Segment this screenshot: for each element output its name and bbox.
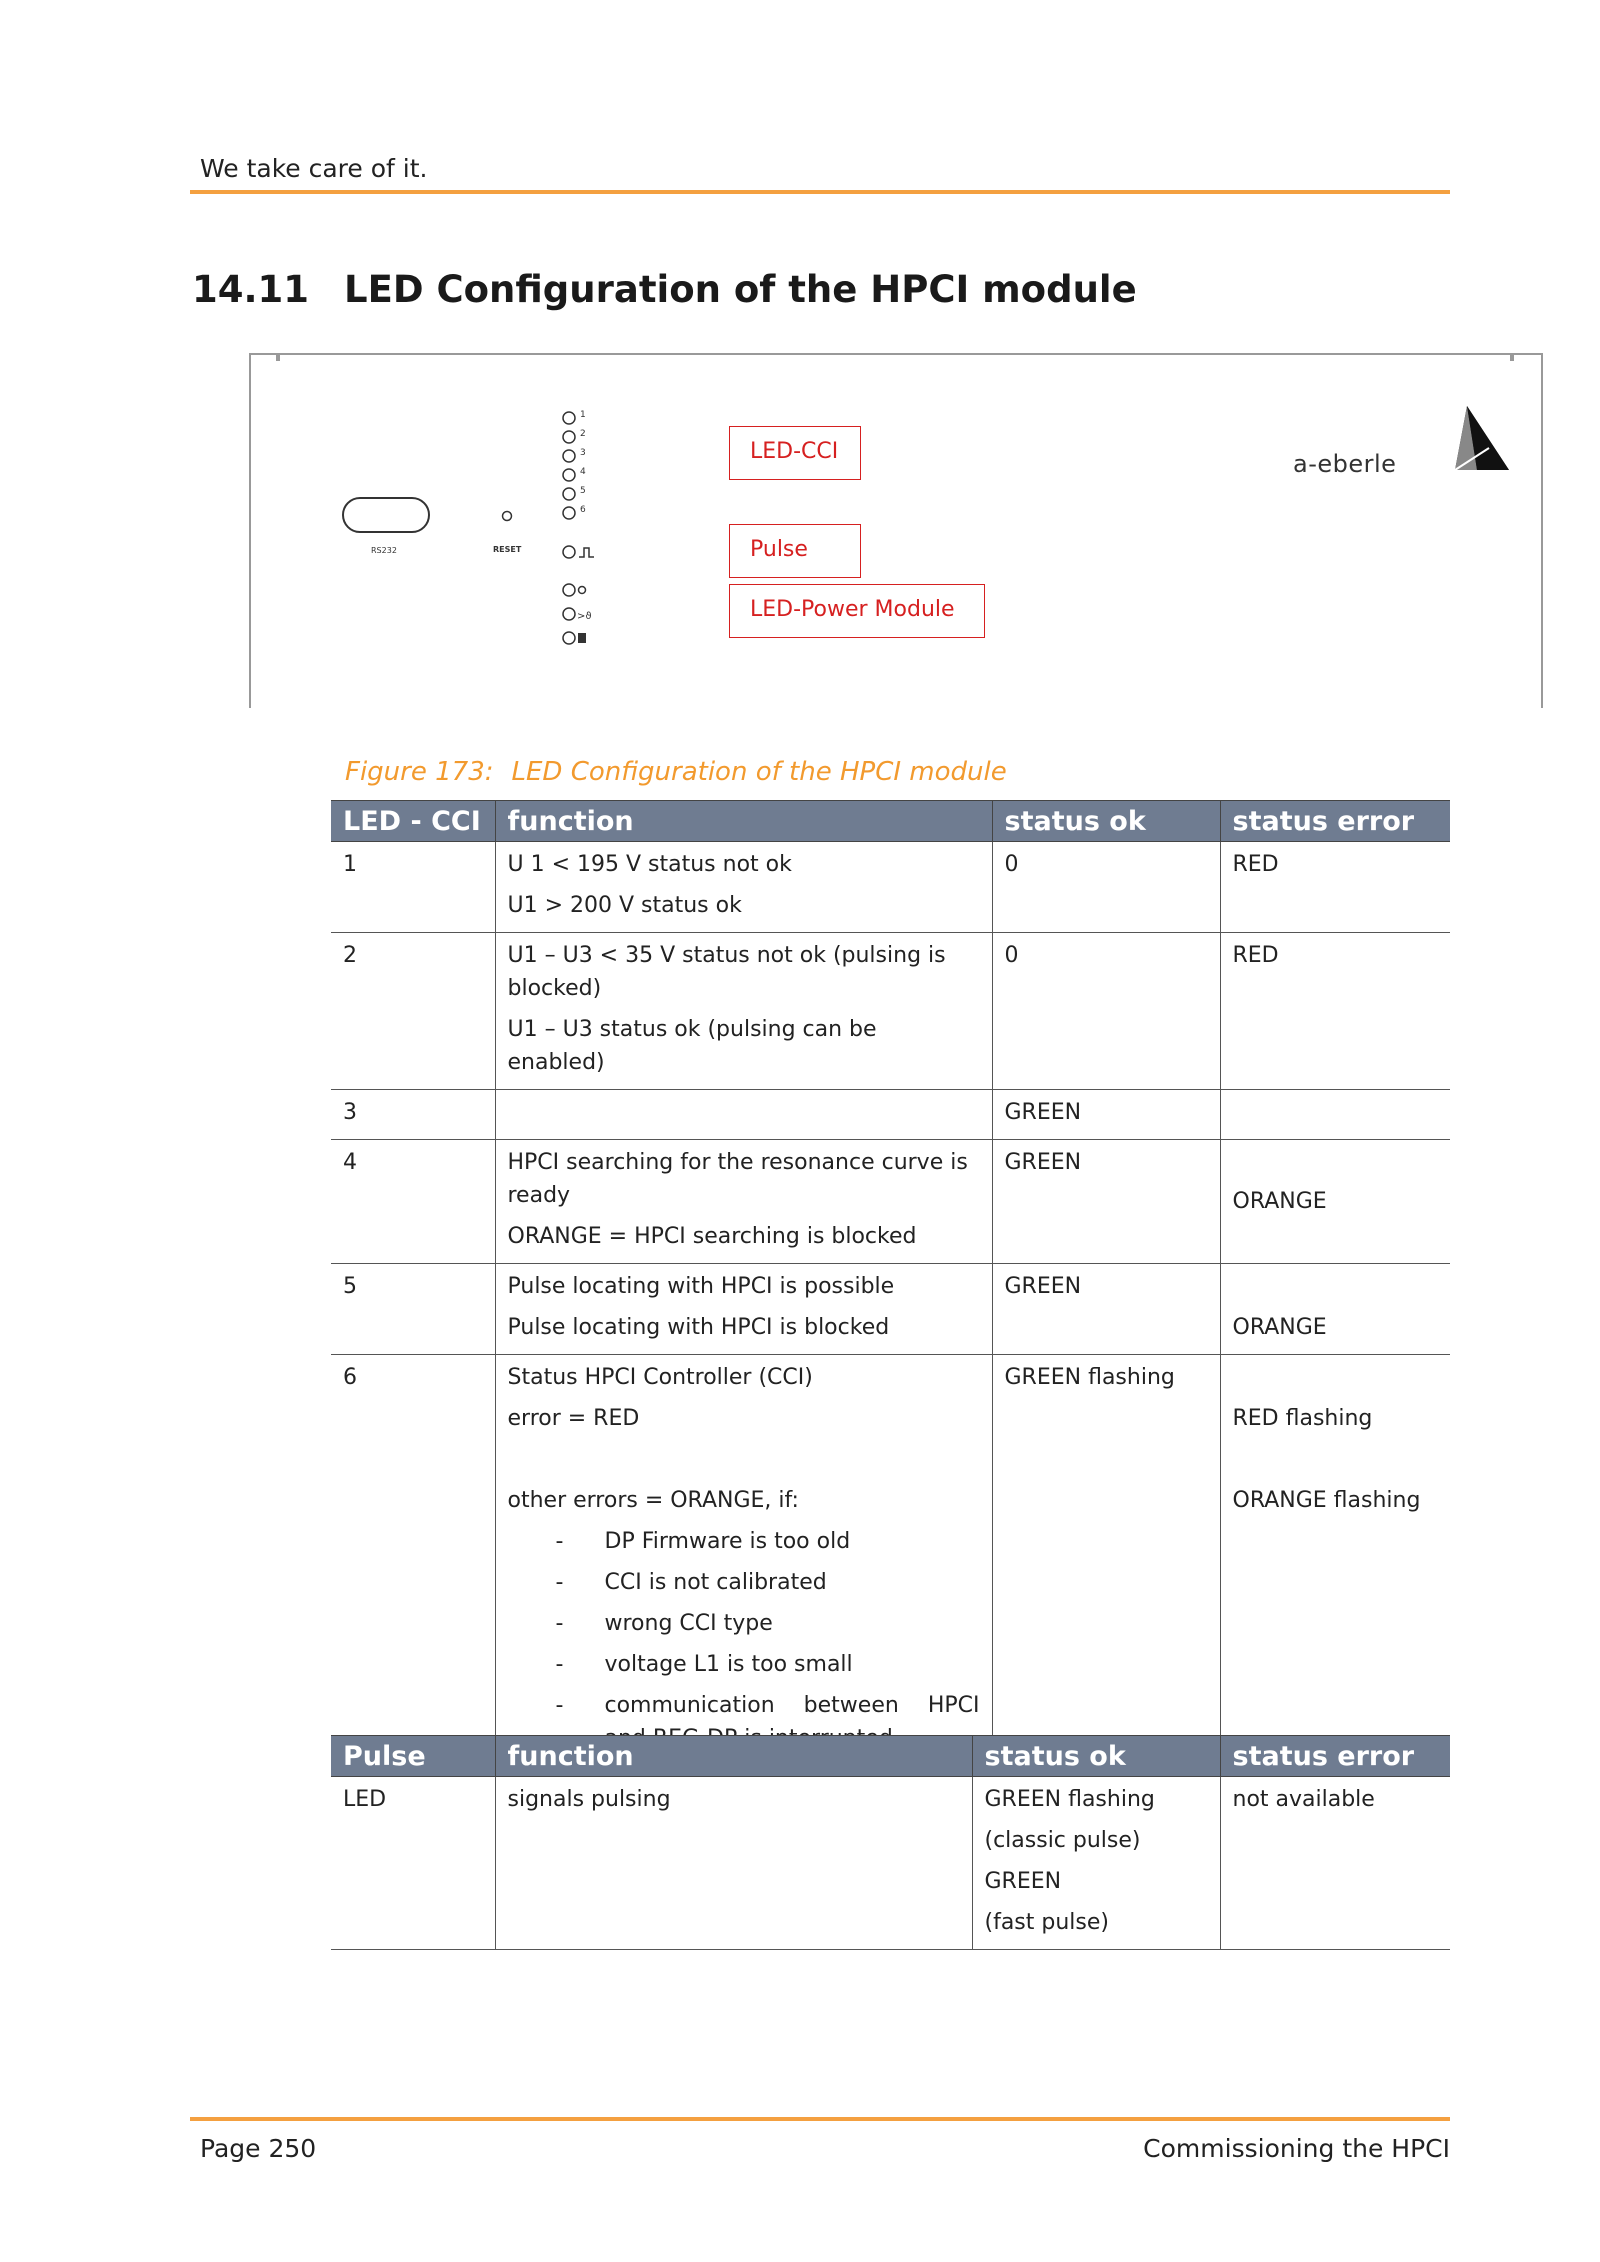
function-cell [495,1090,992,1140]
status-ok-line: (classic pulse) [984,1828,1141,1853]
bullet-item [508,1648,980,1681]
header-rule [190,190,1450,194]
figure-caption [345,757,1007,787]
function-line: ORANGE = HPCI searching is blocked [507,1224,917,1249]
function-cell [495,1264,992,1355]
bullet-text: DP Firmware is too old [604,1529,851,1554]
led-number: 2 [331,933,495,1090]
bullet-dash: - [555,1693,564,1718]
table-row [331,842,1450,933]
led-number-label: 3 [580,448,586,458]
led-4-icon [563,469,575,481]
figure-caption-number: Figure 173: [345,757,494,787]
col-header-led-cci: LED - CCI [331,801,495,842]
brand-logo-text: a-eberle [1293,450,1397,478]
table-row [331,1090,1450,1140]
function-line: Status HPCI Controller (CCI) [507,1365,813,1390]
function-line: U1 > 200 V status ok [507,893,742,918]
rs232-connector-icon [343,498,429,532]
section-title-text: LED Configuration of the HPCI module [344,268,1137,311]
status-error-cell: not available [1220,1777,1450,1950]
status-ok-cell: 0 [992,842,1220,933]
led-2-icon [563,431,575,443]
figure-caption-text: LED Configuration of the HPCI module [511,757,1007,787]
status-ok-cell [972,1777,1220,1950]
section-number: 14.11 [192,268,310,311]
status-ok-cell: GREEN [992,1090,1220,1140]
function-cell: signals pulsing [495,1777,972,1950]
status-error-cell: RED [1220,842,1450,933]
led-number: 3 [331,1090,495,1140]
temperature-symbol-icon: >ϑ [577,611,592,622]
pulse-table [331,1735,1450,1950]
col-header-status-error: status error [1220,801,1450,842]
status-error-cell [1220,1355,1450,1766]
function-cell [495,842,992,933]
callout-led-power-module: LED-Power Module [729,584,985,638]
status-ok-cell: GREEN [992,1264,1220,1355]
status-ok-cell: GREEN flashing [992,1355,1220,1766]
led-number: 6 [331,1355,495,1766]
led-number: 4 [331,1140,495,1264]
bullet-dash: - [555,1611,564,1636]
bullet-item [508,1607,980,1640]
led-cci-table-header [331,801,1450,842]
pulse-led-icon [563,546,575,558]
led-3-icon [563,450,575,462]
bullet-dash: - [555,1652,564,1677]
function-line: U1 – U3 < 35 V status not ok (pulsing is blocked) [507,943,946,1001]
led-number: 5 [331,1264,495,1355]
page-number: Page 250 [200,2134,317,2163]
section-title [192,268,1137,311]
bullet-item [508,1566,980,1599]
bullet-text: voltage L1 is too small [604,1652,853,1677]
bullet-text: communication between HPCI [604,1693,980,1718]
power-led-1-icon [563,584,575,596]
callout-led-cci: LED-CCI [729,426,861,480]
function-cell [495,933,992,1090]
chapter-title: Commissioning the HPCI [1143,2134,1450,2163]
status-error-cell: ORANGE [1220,1140,1450,1264]
callout-pulse: Pulse [729,524,861,578]
table-row [331,1355,1450,1766]
status-error-line: ORANGE flashing [1232,1488,1421,1513]
bullet-text: wrong CCI type [604,1611,773,1636]
fault-symbol-icon [578,633,586,643]
function-line: U 1 < 195 V status not ok [507,852,792,877]
led-number-label: 2 [580,429,586,439]
bullet-item [508,1525,980,1558]
led-number-label: 1 [580,410,586,420]
table-row [331,1777,1450,1950]
rs232-label: RS232 [371,546,397,555]
col-header-function: function [495,1736,972,1777]
status-ok-line: GREEN flashing [984,1787,1155,1812]
led-5-icon [563,488,575,500]
reset-button-icon [503,512,512,521]
led-number-label: 6 [580,505,586,515]
function-line: Pulse locating with HPCI is possible [507,1274,895,1299]
led-number: 1 [331,842,495,933]
col-header-status-ok: status ok [992,801,1220,842]
bullet-text: CCI is not calibrated [604,1570,827,1595]
power-led-2-icon [563,608,575,620]
header-tagline: We take care of it. [200,154,428,183]
status-ok-cell: GREEN [992,1140,1220,1264]
function-line: U1 – U3 status ok (pulsing can be enabled) [507,1017,877,1075]
col-header-function: function [495,801,992,842]
pulse-led-label: LED [331,1777,495,1950]
status-ok-cell: 0 [992,933,1220,1090]
col-header-status-ok: status ok [972,1736,1220,1777]
status-error-line: RED flashing [1232,1406,1373,1431]
status-ok-line: (fast pulse) [984,1910,1109,1935]
device-panel-drawing [249,352,1543,708]
led-cci-table [331,800,1450,1766]
function-line: error = RED [507,1406,640,1431]
function-cell [495,1355,992,1766]
status-ok-line: GREEN [984,1869,1062,1894]
status-error-cell [1220,1090,1450,1140]
power-symbol-icon [579,587,586,594]
reset-label: RESET [493,545,522,554]
col-header-pulse: Pulse [331,1736,495,1777]
led-number-label: 5 [580,486,586,496]
function-line: HPCI searching for the resonance curve is ready [507,1150,968,1208]
bullet-dash: - [555,1570,564,1595]
pulse-wave-icon [579,548,594,557]
led-1-icon [563,412,575,424]
bullet-dash: - [555,1529,564,1554]
led-number-label: 4 [580,467,586,477]
status-error-cell: ORANGE [1220,1264,1450,1355]
table-row [331,933,1450,1090]
status-error-cell: RED [1220,933,1450,1090]
function-line: Pulse locating with HPCI is blocked [507,1315,890,1340]
col-header-status-error: status error [1220,1736,1450,1777]
pulse-table-header [331,1736,1450,1777]
table-row [331,1140,1450,1264]
footer-rule [190,2117,1450,2121]
device-panel-figure [249,352,1543,708]
function-cell [495,1140,992,1264]
function-line: other errors = ORANGE, if: [507,1488,799,1513]
power-led-3-icon [563,632,575,644]
table-row [331,1264,1450,1355]
panel-frame [250,354,1542,708]
led-6-icon [563,507,575,519]
